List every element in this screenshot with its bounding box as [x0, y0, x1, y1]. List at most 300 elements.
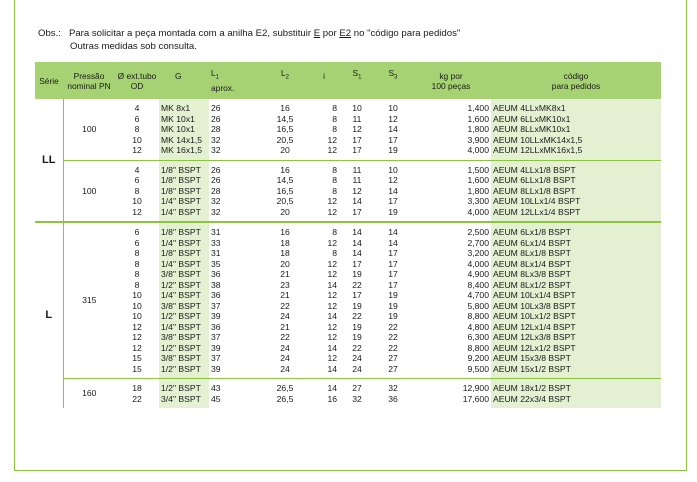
cell-l1-value: 36	[211, 321, 221, 332]
cell-code-value: AEUM 12Lx3/8 BSPT	[493, 332, 576, 342]
cell-s3-value: 22	[388, 342, 398, 353]
col-g: G	[159, 62, 209, 99]
cell-kg-value: 6,300	[467, 332, 489, 342]
cell-l1-value: 39	[211, 311, 221, 321]
cell-code-value: AEUM 8LLx1/8 BSPT	[493, 185, 576, 196]
cell-l1	[209, 160, 261, 222]
obs-line-2: Outras medidas sob consulta.	[70, 41, 197, 52]
cell-g	[159, 99, 209, 160]
cell-l1-value: 28	[211, 124, 221, 134]
cell-od-value: 6	[134, 175, 140, 185]
cell-i-value: 14	[327, 311, 337, 321]
cell-s3-value: 32	[388, 383, 398, 393]
cell-i-value: 12	[327, 321, 337, 332]
cell-kg-value: 9,500	[467, 363, 489, 374]
cell-od-value: 10	[132, 311, 142, 321]
col-serie: Série	[35, 62, 63, 99]
cell-s1	[339, 99, 375, 160]
cell-kg-value: 4,800	[467, 321, 489, 332]
cell-l2-value: 16	[280, 227, 290, 237]
cell-s3-value: 19	[388, 290, 398, 300]
serie-label: LL	[35, 99, 63, 222]
cell-i-value: 8	[332, 103, 337, 113]
cell-g-value: 3/8" BSPT	[161, 353, 201, 363]
cell-s1-value: 19	[352, 321, 362, 332]
cell-i-value: 12	[327, 237, 337, 248]
obs-underlined-e2: E2	[339, 28, 352, 39]
cell-l2-value: 14,5	[276, 175, 294, 185]
cell-g-value: 1/2" BSPT	[161, 279, 201, 290]
cell-kg-value: 1,500	[467, 164, 489, 175]
cell-l1-value: 32	[211, 196, 221, 206]
cell-kg-value: 1,600	[467, 113, 489, 124]
cell-s3	[375, 160, 411, 222]
cell-s3-value: 17	[388, 258, 398, 269]
spec-table	[35, 62, 661, 408]
col-l2: $L_2$	[261, 62, 309, 99]
cell-od-value: 10	[132, 290, 142, 300]
cell-i	[309, 379, 339, 409]
cell-l2-value: 14,5	[276, 113, 294, 124]
cell-g-value: 1/4" BSPT	[161, 206, 201, 217]
cell-s1-value: 14	[352, 248, 362, 258]
cell-l1-value: 26	[211, 164, 221, 175]
cell-l2-value: 24	[280, 342, 290, 353]
cell-l2-value: 26,5	[276, 383, 294, 393]
cell-s1-value: 27	[352, 383, 362, 393]
cell-s1-value: 22	[352, 279, 362, 290]
cell-s1-value: 17	[352, 145, 362, 155]
cell-kg-value: 8,400	[467, 279, 489, 290]
cell-l2-value: 20,5	[276, 134, 294, 145]
cell-s3-value: 27	[388, 363, 398, 374]
cell-l1-value: 31	[211, 227, 221, 237]
cell-i-value: 12	[327, 134, 337, 145]
cell-s3-value: 12	[388, 175, 398, 185]
cell-s1-value: 11	[352, 164, 362, 175]
cell-kg-value: 9,200	[467, 353, 489, 363]
cell-s3-value: 12	[388, 113, 398, 124]
cell-g-value: 1/2" BSPT	[161, 383, 201, 393]
observation-note	[38, 27, 460, 53]
cell-s3-value: 14	[388, 237, 398, 248]
cell-code-value: AEUM 8Lx3/8 BSPT	[493, 269, 571, 279]
col-s3: $S_3$	[375, 62, 411, 99]
cell-i-value: 12	[327, 290, 337, 300]
cell-l1-value: 38	[211, 279, 221, 290]
cell-s1-value: 10	[352, 103, 362, 113]
cell-kg-value: 17,600	[462, 393, 489, 404]
cell-od-value: 12	[132, 145, 142, 155]
cell-kg-value: 12,900	[462, 383, 489, 393]
cell-s3-value: 10	[388, 164, 398, 175]
cell-code-value: AEUM 8Lx1/4 BSPT	[493, 258, 571, 269]
cell-g	[159, 160, 209, 222]
cell-kg	[411, 99, 491, 160]
cell-code-value: AEUM 6Lx1/8 BSPT	[493, 227, 571, 237]
cell-g-value: 1/4" BSPT	[161, 258, 201, 269]
cell-i-value: 12	[327, 145, 337, 155]
cell-g-value: 1/8" BSPT	[161, 227, 201, 237]
cell-l2-value: 24	[280, 363, 290, 374]
cell-l1-value: 33	[211, 237, 221, 248]
cell-s3-value: 17	[388, 279, 398, 290]
cell-od-value: 12	[132, 206, 142, 217]
cell-i-value: 12	[327, 206, 337, 217]
cell-s1-value: 22	[352, 342, 362, 353]
cell-s1-value: 19	[352, 269, 362, 279]
cell-l1-value: 37	[211, 300, 221, 311]
cell-code-value: AEUM 15x3/8 BSPT	[493, 353, 571, 363]
group-row	[35, 379, 661, 409]
cell-l1-value: 35	[211, 258, 221, 269]
obs-text-3: no "código para pedidos"	[351, 28, 461, 39]
cell-s1-value: 12	[352, 124, 362, 134]
cell-l1-value: 32	[211, 206, 221, 217]
serie-label: L	[35, 222, 63, 408]
cell-od-value: 6	[134, 227, 140, 237]
cell-s3-value: 14	[388, 124, 398, 134]
cell-s1-value: 19	[352, 332, 362, 342]
cell-i-value: 14	[327, 383, 337, 393]
cell-s1-value: 17	[352, 258, 362, 269]
cell-g-value: 1/4" BSPT	[161, 196, 201, 206]
header-row	[35, 62, 661, 99]
cell-code-value: AEUM 12Lx1/2 BSPT	[493, 342, 576, 353]
cell-l1-value: 36	[211, 269, 221, 279]
cell-i-value: 12	[327, 300, 337, 311]
cell-i-value: 8	[332, 185, 337, 196]
cell-l2	[261, 222, 309, 379]
cell-i-value: 12	[327, 269, 337, 279]
col-i: i	[309, 62, 339, 99]
obs-text-1: Para solicitar a peça montada com a anilha E2, substituir	[68, 28, 314, 39]
cell-g	[159, 379, 209, 409]
col-od: Ø ext.tubo OD	[115, 62, 159, 99]
cell-od-value: 8	[134, 258, 140, 269]
cell-od-value: 22	[132, 393, 142, 404]
cell-code-value: AEUM 12LLx1/4 BSPT	[493, 206, 581, 217]
cell-od	[115, 222, 159, 379]
cell-g-value: 1/2" BSPT	[161, 363, 201, 374]
cell-od-value: 15	[132, 363, 142, 374]
cell-g-value: MK 14x1,5	[161, 134, 203, 145]
cell-l1	[209, 99, 261, 160]
cell-od-value: 10	[132, 300, 142, 311]
cell-kg	[411, 379, 491, 409]
cell-kg-value: 5,800	[467, 300, 489, 311]
obs-label: Obs.:	[38, 28, 61, 39]
cell-l2-value: 16,5	[276, 124, 294, 134]
cell-g-value: 3/8" BSPT	[161, 269, 201, 279]
cell-l2	[261, 379, 309, 409]
cell-code-value: AEUM 10Lx1/2 BSPT	[493, 311, 576, 321]
cell-s3-value: 19	[388, 311, 398, 321]
cell-s3-value: 17	[388, 269, 398, 279]
cell-od-value: 10	[132, 196, 142, 206]
cell-kg-value: 3,300	[467, 196, 489, 206]
cell-code-value: AEUM 8LLxMK10x1	[493, 124, 571, 134]
cell-l2-value: 22	[280, 332, 290, 342]
cell-s1	[339, 222, 375, 379]
cell-s1-value: 11	[352, 113, 362, 124]
cell-kg-value: 4,700	[467, 290, 489, 300]
cell-g-value: MK 8x1	[161, 103, 191, 113]
cell-code-value: AEUM 18x1/2 BSPT	[493, 383, 571, 393]
cell-s1-value: 12	[352, 185, 362, 196]
col-codigo: código para pedidos	[491, 62, 661, 99]
cell-code-value: AEUM 6LLxMK10x1	[493, 113, 571, 124]
cell-l2-value: 20	[280, 145, 290, 155]
table-body	[35, 99, 661, 408]
cell-i-value: 12	[327, 196, 337, 206]
cell-i-value: 8	[332, 248, 337, 258]
cell-kg	[411, 160, 491, 222]
cell-kg-value: 1,800	[467, 124, 489, 134]
cell-od-value: 12	[132, 342, 142, 353]
cell-g-value: 1/2" BSPT	[161, 342, 201, 353]
cell-od-value: 4	[134, 103, 140, 113]
cell-od-value: 4	[134, 164, 140, 175]
cell-od-value: 8	[134, 124, 140, 134]
cell-g-value: 1/4" BSPT	[161, 237, 201, 248]
cell-s3-value: 17	[388, 134, 398, 145]
cell-od	[115, 99, 159, 160]
obs-text-2: por	[320, 28, 340, 39]
cell-i-value: 8	[332, 124, 337, 134]
cell-s1-value: 11	[352, 175, 362, 185]
cell-s3-value: 10	[388, 103, 398, 113]
col-pressao: Pressão nominal PN	[63, 62, 115, 99]
cell-od-value: 18	[132, 383, 142, 393]
cell-g-value: 1/8" BSPT	[161, 248, 201, 258]
cell-l2-value: 18	[280, 248, 290, 258]
cell-code	[491, 99, 661, 160]
cell-g-value: 1/8" BSPT	[161, 185, 201, 196]
group-row	[35, 99, 661, 160]
cell-code-value: AEUM 10Lx3/8 BSPT	[493, 300, 576, 311]
cell-l2-value: 20	[280, 258, 290, 269]
cell-l1-value: 39	[211, 363, 221, 374]
obs-line-1	[38, 27, 460, 40]
cell-i-value: 12	[327, 353, 337, 363]
cell-l2	[261, 160, 309, 222]
cell-s1-value: 17	[352, 290, 362, 300]
cell-code-value: AEUM 4LLx1/8 BSPT	[493, 164, 576, 175]
cell-code	[491, 379, 661, 409]
cell-kg-value: 2,500	[467, 227, 489, 237]
cell-g-value: MK 10x1	[161, 124, 195, 134]
cell-g-value: MK 10x1	[161, 113, 195, 124]
cell-kg-value: 1,800	[467, 185, 489, 196]
cell-l1-value: 43	[211, 383, 221, 393]
cell-s1-value: 24	[352, 363, 362, 374]
cell-kg-value: 4,000	[467, 258, 489, 269]
cell-i-value: 16	[327, 393, 337, 404]
cell-l1-value: 31	[211, 248, 221, 258]
cell-l2-value: 21	[280, 269, 290, 279]
group-row	[35, 160, 661, 222]
cell-l1-value: 32	[211, 134, 221, 145]
pressure-pn: 100	[63, 160, 115, 222]
cell-code-value: AEUM 6Lx1/4 BSPT	[493, 237, 571, 248]
cell-i	[309, 99, 339, 160]
cell-i-value: 8	[332, 175, 337, 185]
cell-kg-value: 1,400	[467, 103, 489, 113]
cell-g-value: 1/8" BSPT	[161, 164, 201, 175]
cell-l1-value: 28	[211, 185, 221, 196]
cell-g-value: 3/8" BSPT	[161, 300, 201, 311]
cell-l1-value: 26	[211, 175, 221, 185]
col-kg: kg por 100 peças	[411, 62, 491, 99]
cell-l1-value: 32	[211, 145, 221, 155]
cell-kg-value: 1,600	[467, 175, 489, 185]
cell-l1-value: 36	[211, 290, 221, 300]
cell-l2	[261, 99, 309, 160]
cell-i-value: 8	[332, 164, 337, 175]
cell-s3-value: 19	[388, 145, 398, 155]
cell-code-value: AEUM 6LLx1/8 BSPT	[493, 175, 576, 185]
cell-s3-value: 22	[388, 321, 398, 332]
cell-s1	[339, 379, 375, 409]
cell-l2-value: 23	[280, 279, 290, 290]
pressure-pn: 160	[63, 379, 115, 409]
cell-od-value: 12	[132, 321, 142, 332]
cell-s3-value: 19	[388, 206, 398, 217]
cell-s3-value: 14	[388, 227, 398, 237]
cell-g-value: 3/4" BSPT	[161, 393, 201, 404]
cell-kg-value: 8,800	[467, 342, 489, 353]
cell-code	[491, 222, 661, 379]
cell-i	[309, 160, 339, 222]
cell-l2-value: 26,5	[276, 393, 294, 404]
cell-s3-value: 19	[388, 300, 398, 311]
col-s1: $S_1$	[339, 62, 375, 99]
cell-s3	[375, 379, 411, 409]
cell-s1-value: 24	[352, 353, 362, 363]
cell-s3-value: 17	[388, 196, 398, 206]
cell-l1	[209, 222, 261, 379]
cell-l2-value: 20,5	[276, 196, 294, 206]
cell-od-value: 10	[132, 134, 142, 145]
cell-kg-value: 4,000	[467, 206, 489, 217]
cell-s1-value: 14	[352, 227, 362, 237]
cell-od-value: 8	[134, 185, 140, 196]
cell-s1-value: 22	[352, 311, 362, 321]
cell-code-value: AEUM 10Lx1/4 BSPT	[493, 290, 576, 300]
cell-kg-value: 3,900	[467, 134, 489, 145]
cell-s3-value: 36	[388, 393, 398, 404]
cell-i-value: 14	[327, 279, 337, 290]
cell-code-value: AEUM 12Lx1/4 BSPT	[493, 321, 576, 332]
cell-g-value: MK 16x1,5	[161, 145, 203, 155]
cell-l1-value: 45	[211, 393, 221, 404]
cell-od	[115, 379, 159, 409]
cell-g-value: 3/8" BSPT	[161, 332, 201, 342]
cell-kg-value: 4,900	[467, 269, 489, 279]
cell-g-value: 1/8" BSPT	[161, 175, 201, 185]
group-row	[35, 222, 661, 379]
cell-s1	[339, 160, 375, 222]
cell-i-value: 8	[332, 113, 337, 124]
cell-i-value: 14	[327, 342, 337, 353]
cell-od-value: 8	[134, 248, 140, 258]
cell-g-value: 1/2" BSPT	[161, 311, 201, 321]
cell-code	[491, 160, 661, 222]
cell-g-value: 1/4" BSPT	[161, 290, 201, 300]
cell-od-value: 8	[134, 269, 140, 279]
cell-kg-value: 4,000	[467, 145, 489, 155]
cell-l2-value: 16,5	[276, 185, 294, 196]
cell-s1-value: 32	[352, 393, 362, 404]
cell-code-value: AEUM 8Lx1/8 BSPT	[493, 248, 571, 258]
cell-i-value: 14	[327, 363, 337, 374]
cell-l1-value: 26	[211, 113, 221, 124]
cell-code-value: AEUM 22x3/4 BSPT	[493, 393, 571, 404]
cell-l1-value: 26	[211, 103, 221, 113]
cell-kg-value: 8,800	[467, 311, 489, 321]
cell-s1-value: 14	[352, 237, 362, 248]
obs-underlined-e: E	[313, 28, 321, 39]
cell-s1-value: 17	[352, 134, 362, 145]
cell-kg-value: 2,700	[467, 237, 489, 248]
cell-l2-value: 20	[280, 206, 290, 217]
cell-s1-value: 19	[352, 300, 362, 311]
pressure-pn: 100	[82, 124, 97, 134]
cell-code-value: AEUM 4LLxMK8x1	[493, 103, 566, 113]
cell-i-value: 8	[332, 227, 337, 237]
cell-l1	[209, 379, 261, 409]
cell-l2-value: 21	[280, 290, 290, 300]
cell-code-value: AEUM 8Lx1/2 BSPT	[493, 279, 571, 290]
cell-l2-value: 16	[280, 164, 290, 175]
cell-l1-value: 37	[211, 332, 221, 342]
cell-od-value: 6	[134, 113, 140, 124]
cell-kg-value: 3,200	[467, 248, 489, 258]
cell-s3	[375, 99, 411, 160]
cell-l2-value: 24	[280, 311, 290, 321]
cell-g	[159, 222, 209, 379]
cell-s3-value: 22	[388, 332, 398, 342]
cell-od-value: 12	[132, 332, 142, 342]
cell-code-value: AEUM 15x1/2 BSPT	[493, 363, 571, 374]
cell-i	[309, 222, 339, 379]
cell-l1-value: 39	[211, 342, 221, 353]
cell-i-value: 12	[327, 258, 337, 269]
cell-l2-value: 16	[280, 103, 290, 113]
cell-l2-value: 18	[280, 237, 290, 248]
cell-l2-value: 21	[280, 321, 290, 332]
col-l1: $L_1$ aprox.	[209, 62, 261, 99]
cell-code-value: AEUM 10LLx1/4 BSPT	[493, 196, 581, 206]
cell-s1-value: 17	[352, 206, 362, 217]
cell-code-value: AEUM 12LLxMK16x1,5	[493, 145, 583, 155]
cell-l2-value: 24	[280, 353, 290, 363]
cell-s3	[375, 222, 411, 379]
cell-code-value: AEUM 10LLxMK14x1,5	[493, 134, 583, 145]
cell-s3-value: 17	[388, 248, 398, 258]
cell-od	[115, 160, 159, 222]
pressure-pn: 315	[63, 222, 115, 379]
cell-od-value: 15	[132, 353, 142, 363]
cell-kg	[411, 222, 491, 379]
cell-i-value: 12	[327, 332, 337, 342]
cell-l1-value: 37	[211, 353, 221, 363]
cell-l2-value: 22	[280, 300, 290, 311]
cell-od-value: 6	[134, 237, 140, 248]
cell-s3-value: 14	[388, 185, 398, 196]
cell-s1-value: 14	[352, 196, 362, 206]
